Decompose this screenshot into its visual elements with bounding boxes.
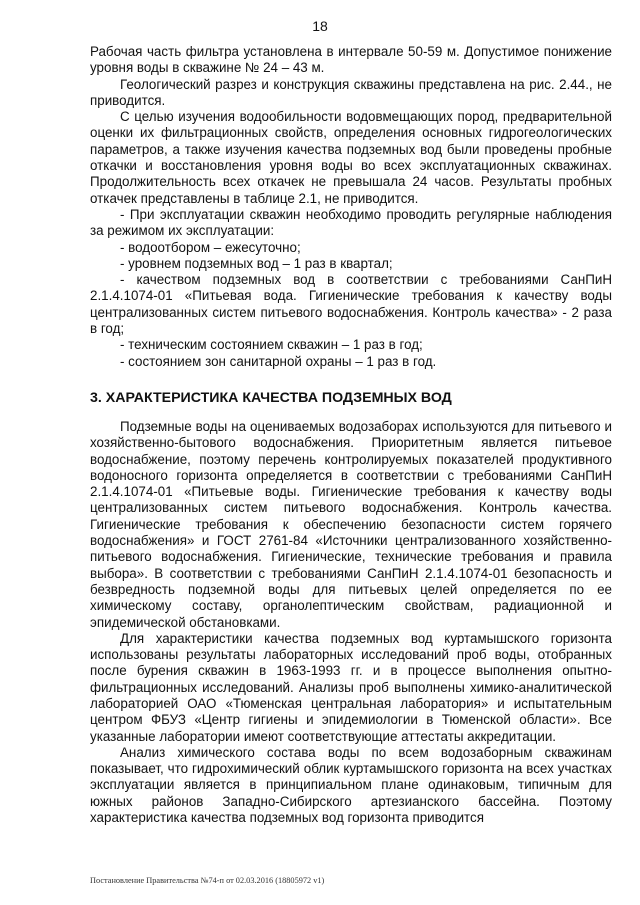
page-number: 18 [312, 18, 328, 34]
document-body [90, 44, 612, 826]
list-item-water-withdrawal: - водоотбором – ежесуточно; [120, 239, 301, 255]
paragraph-geologic-section: Геологический разрез и конструкция скважины представлена на рис. 2.44., не приводится. [90, 76, 612, 108]
paragraph-chemical-composition: Анализ химического состава воды по всем водозаборным скважинам показывает, что гидрохимический облик куртамышского горизонта на всех участках эксплуатации является в принципиальном плане одинаковым, типичным для южных районов Западно-Сибирского артезианского бассейна. Поэтому характеристика качества подземных вод горизонта приводится [90, 744, 612, 826]
section-heading: 3. ХАРАКТЕРИСТИКА КАЧЕСТВА ПОДЗЕМНЫХ ВОД [90, 389, 452, 406]
footer-reference: Постановление Правительства №74-п от 02.03.2016 (18805972 v1) [90, 876, 325, 885]
paragraph-filter-interval: Рабочая часть фильтра установлена в интервале 50-59 м. Допустимое понижение уровня воды в скважине № 24 – 43 м. [90, 44, 612, 76]
list-item-water-quality: - качеством подземных вод в соответствии с требованиями СанПиН 2.1.4.1074-01 «Питьевая вода. Гигиенические требования к качеству воды централизованных систем питьевого водоснабжения. Контроль качества» - 2 раза в год; [90, 272, 612, 337]
list-item-water-level: - уровнем подземных вод – 1 раз в квартал; [120, 255, 393, 271]
list-item-well-condition: - техническим состоянием скважин – 1 раз в год; [120, 337, 423, 353]
paragraph-lab-analyses: Для характеристики качества подземных вод куртамышского горизонта использованы результаты лабораторных исследований проб воды, отобранных после бурения скважин в 1963-1993 гг. и в процессе выполнения опытно-фильтрационных исследований. Анализы проб выполнены химико-аналитической лабораторией ОАО «Тюменская центральная лаборатория» и испытательным центром ФБУЗ «Центр гигиены и эпидемиологии в Тюменской области». Все указанные лаборатории имеют соответствующие аттестаты аккредитации. [90, 630, 612, 744]
paragraph-test-pumping: С целью изучения водообильности водовмещающих пород, предварительной оценки их фильтрационных свойств, определения основных гидрогеологических параметров, а также изучения качества подземных вод были проведены пробные откачки и восстановления уровня воды во всех эксплуатационных скважинах. Продолжительность всех откачек не превышала 24 часов. Результаты пробных откачек представлены в таблице 2.1, не приводится. [90, 109, 612, 206]
paragraph-monitoring-intro: - При эксплуатации скважин необходимо проводить регулярные наблюдения за режимом их эксплуатации: [90, 206, 612, 239]
paragraph-groundwater-use: Подземные воды на оцениваемых водозаборах используются для питьевого и хозяйственно-бытового водоснабжения. Приоритетным является питьевое водоснабжение, поэтому перечень контролируемых показателей продуктивного водоносного горизонта определяется в соответствии с требованиями СанПиН 2.1.4.1074-01 «Питьевые воды. Гигиенические требования к качеству воды централизованных систем питьевого водоснабжения. Контроль качества. Гигиенические требования к обеспечению безопасности систем горячего водоснабжения» и ГОСТ 2761-84 «Источники централизованного хозяйственно-питьевого водоснабжения. Гигиенические, технические требования и правила выбора». В соответствии с требованиями СанПиН 2.1.4.1074-01 безопасность и безвредность подземной воды для питьевых целей определяется по ее химическому составу, органолептическим свойствам, радиационной и эпидемической обстановками. [90, 418, 612, 630]
list-item-sanitary-zones: - состоянием зон санитарной охраны – 1 раз в год. [120, 353, 437, 369]
